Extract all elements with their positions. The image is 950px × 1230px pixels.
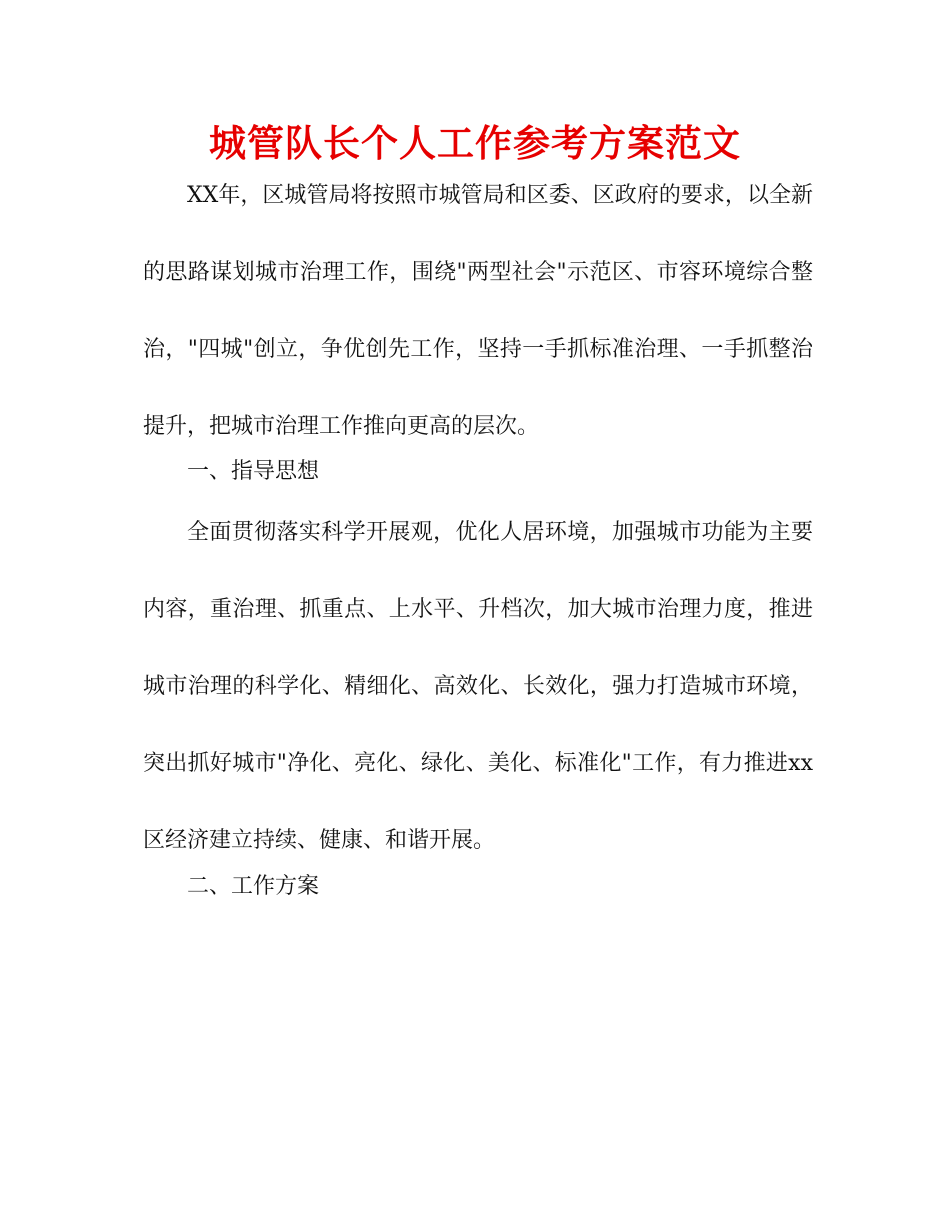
section-heading-guiding-ideology: 一、指导思想 — [187, 459, 320, 484]
guiding-ideology-paragraph: 全面贯彻落实科学开展观，优化人居环境，加强城市功能为主要内容，重治理、抓重点、上水平、升档次，加大城市治理力度，推进城市治理的科学化、精细化、高效化、长效化，强力打造城市环境，突出抓好城市"净化、亮化、绿化、美化、标准化"工作，有力推进xx区经济建立持续、健康、和谐开展。 — [143, 520, 813, 853]
intro-paragraph: XX年，区城管局将按照市城管局和区委、区政府的要求，以全新的思路谋划城市治理工作，围绕"两型社会"示范区、市容环境综合整治，"四城"创立，争优创先工作，坚持一手抓标准治理、一手抓整治提升，把城市治理工作推向更高的层次。 — [143, 183, 813, 439]
document-title: 城管队长个人工作参考方案范文 — [209, 122, 741, 165]
section-heading-work-plan: 二、工作方案 — [187, 874, 320, 899]
